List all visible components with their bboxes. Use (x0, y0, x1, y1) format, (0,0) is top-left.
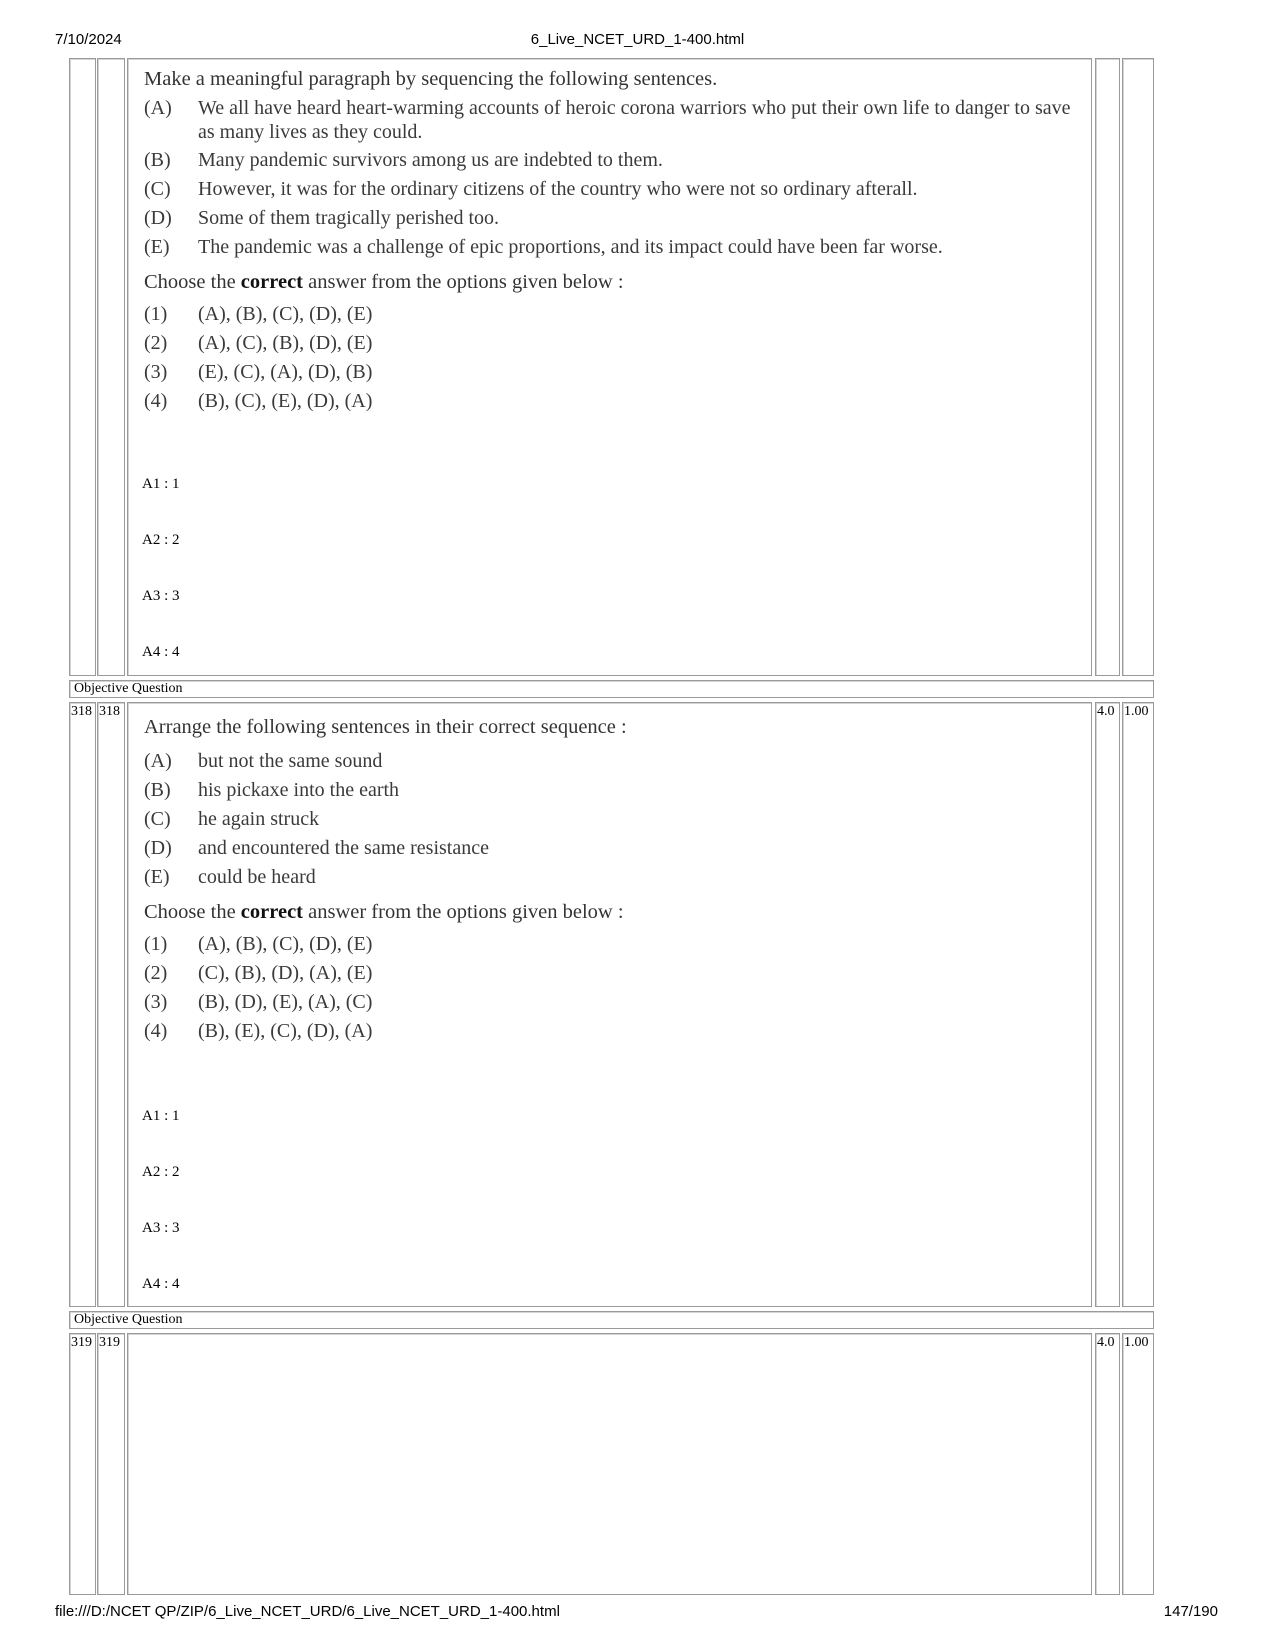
question-type-row-319 (69, 1311, 1154, 1329)
question-type-label: Objective Question (74, 681, 183, 696)
question-id: 319 (99, 1335, 120, 1350)
answer-key-2: A2 : 2 (142, 532, 180, 548)
statement-e: (E) could be heard (144, 866, 316, 888)
document-title: 6_Live_NCET_URD_1-400.html (530, 31, 745, 48)
answer-key-1: A1 : 1 (142, 476, 180, 492)
sno-cell-318 (69, 702, 96, 1307)
statement-a: (A) but not the same sound (144, 750, 383, 772)
question-type-row-318 (69, 680, 1154, 698)
sno-cell-317 (69, 58, 96, 676)
statement-b: (B) his pickaxe into the earth (144, 779, 400, 801)
file-path: file:///D:/NCET QP/ZIP/6_Live_NCET_URD/6_Live_NCET_URD_1-400.html (55, 1603, 560, 1620)
option-2: (2) (C), (B), (D), (A), (E) (144, 962, 373, 984)
statement-a: (A) We all have heard heart-warming accounts of heroic corona warriors who put their own life to danger to save as many lives as they could. (144, 97, 1071, 143)
choose-instruction: Choose the correct answer from the options given below : (144, 901, 624, 923)
option-3: (3) (B), (D), (E), (A), (C) (144, 991, 373, 1013)
question-318 (144, 714, 1074, 1048)
qid-cell-318 (97, 702, 125, 1307)
option-2: (2) (A), (C), (B), (D), (E) (144, 332, 373, 354)
answer-key-4: A4 : 4 (142, 1276, 180, 1292)
page-footer (0, 1603, 1275, 1623)
marks-value: 4.0 (1097, 1335, 1115, 1350)
marks-cell-319 (1095, 1333, 1120, 1595)
negative-cell-317 (1122, 58, 1154, 676)
statement-d: (D) and encountered the same resistance (144, 837, 489, 859)
answer-key-2: A2 : 2 (142, 1164, 180, 1180)
option-1: (1) (A), (B), (C), (D), (E) (144, 303, 373, 325)
serial-number: 319 (71, 1335, 92, 1350)
page-header (0, 31, 1275, 51)
statement-d: (D) Some of them tragically perished too. (144, 207, 500, 229)
answer-key-4: A4 : 4 (142, 644, 180, 660)
page-number: 147/190 (1163, 1603, 1218, 1620)
statement-e: (E) The pandemic was a challenge of epic proportions, and its impact could have been far worse. (144, 236, 943, 258)
question-id: 318 (99, 704, 120, 719)
qid-cell-317 (97, 58, 125, 676)
negative-cell-319 (1122, 1333, 1154, 1595)
marks-value: 4.0 (1097, 704, 1115, 719)
negative-marks-value: 1.00 (1124, 704, 1149, 719)
answer-key-1: A1 : 1 (142, 1108, 180, 1124)
print-date: 7/10/2024 (55, 31, 122, 48)
qid-cell-319 (97, 1333, 125, 1595)
negative-marks-value: 1.00 (1124, 1335, 1149, 1350)
question-317 (144, 66, 1074, 418)
question-type-label: Objective Question (74, 1312, 183, 1327)
statement-list (144, 96, 1074, 269)
statement-b: (B) Many pandemic survivors among us are indebted to them. (144, 149, 663, 171)
serial-number: 318 (71, 704, 92, 719)
sno-cell-319 (69, 1333, 96, 1595)
question-prompt: Make a meaningful paragraph by sequencing the following sentences. (144, 68, 718, 90)
option-list (144, 932, 1074, 1048)
marks-cell-317 (1095, 58, 1120, 676)
statement-c: (C) However, it was for the ordinary citizens of the country who were not so ordinary afterall. (144, 178, 918, 200)
marks-cell-318 (1095, 702, 1120, 1307)
question-cell-319 (127, 1333, 1092, 1595)
option-1: (1) (A), (B), (C), (D), (E) (144, 933, 373, 955)
option-4: (4) (B), (C), (E), (D), (A) (144, 390, 373, 412)
statement-list (144, 749, 1074, 899)
question-prompt: Arrange the following sentences in their correct sequence : (144, 716, 627, 738)
option-list (144, 302, 1074, 418)
statement-c: (C) he again struck (144, 808, 320, 830)
answer-key-3: A3 : 3 (142, 588, 180, 604)
option-4: (4) (B), (E), (C), (D), (A) (144, 1020, 373, 1042)
option-3: (3) (E), (C), (A), (D), (B) (144, 361, 373, 383)
negative-cell-318 (1122, 702, 1154, 1307)
answer-key-3: A3 : 3 (142, 1220, 180, 1236)
choose-instruction: Choose the correct answer from the options given below : (144, 271, 624, 293)
